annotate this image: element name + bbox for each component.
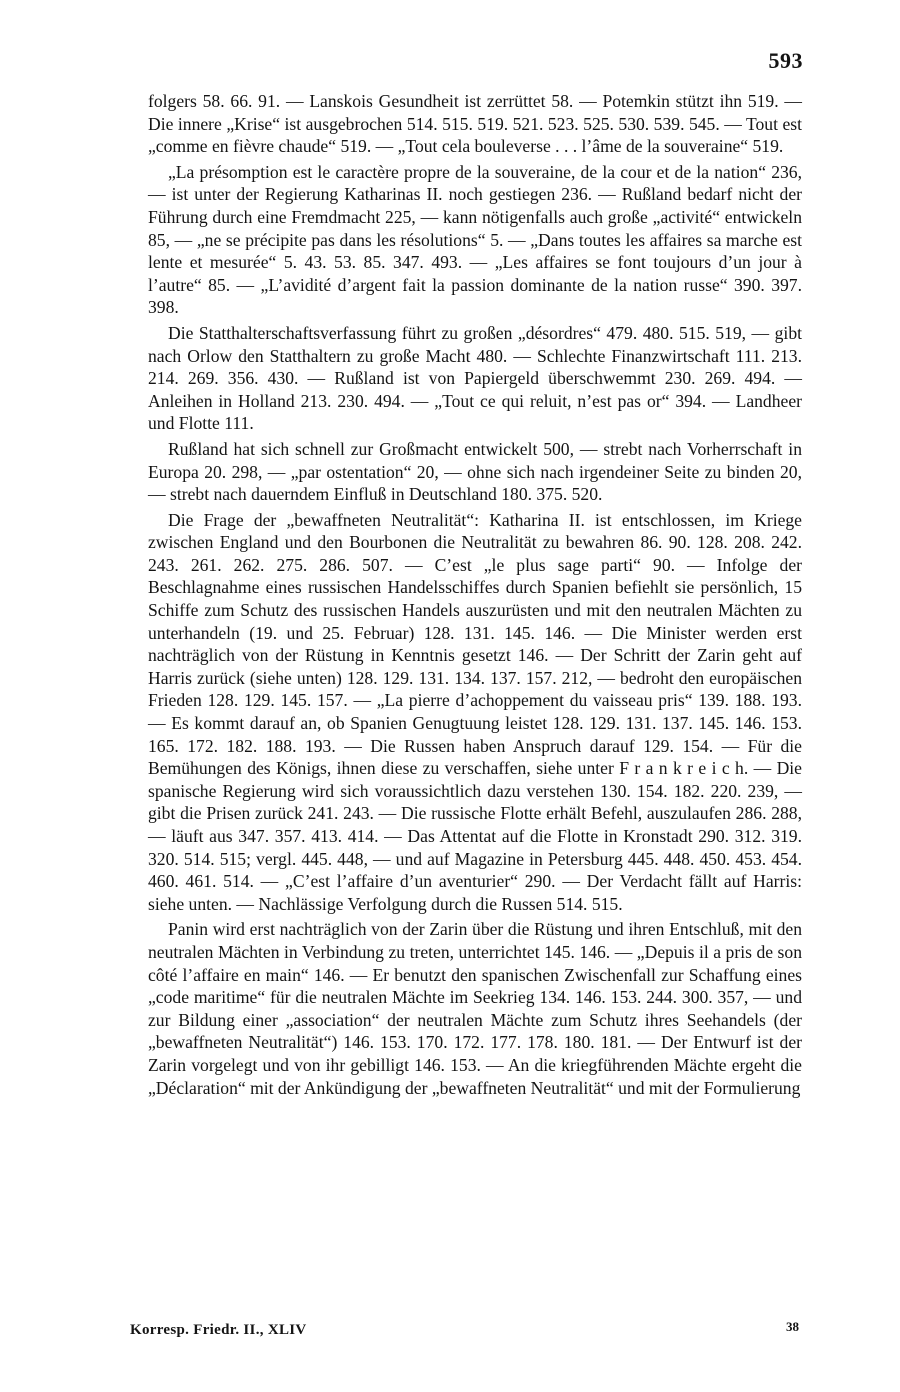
footer-signature: Korresp. Friedr. II., XLIV xyxy=(130,1322,307,1338)
page-number: 593 xyxy=(768,48,803,73)
paragraph-presomption: „La présomption est le caractère propre de la souveraine, de la cour et de la nation“ 236, — ist unter der Regierung Katharinas II. noch gestiegen 236. — Rußland bedarf nicht der Führung durch eine Fremdmacht 225, — kann nötigenfalls auch große „activité“ entwickeln 85, — „ne se précipite pas dans les résolutions“ 5. — „Dans toutes les affaires sa marche est lente et mesurée“ 5. 43. 53. 85. 347. 493. — „Les affaires se font toujours d’un jour à l’autre“ 85. — „L’avidité d’argent fait la passion dominante de la nation russe“ 390. 397. 398. xyxy=(148,161,802,318)
index-text-body xyxy=(148,90,802,1102)
paragraph-panin: Panin wird erst nachträglich von der Zarin über die Rüstung und ihren Entschluß, mit den neutralen Mächten in Verbindung zu treten, unterrichtet 145. 146. — „Depuis il a pris de son côté l’affaire en main“ 146. — Er benutzt den spanischen Zwischenfall zur Schaffung eines „code maritime“ für die neutralen Mächte im Seekrieg 134. 146. 153. 244. 300. 357, — und zur Bildung einer „association“ der neutralen Mächte zum Schutz ihres Seehandels (der „bewaffneten Neutralität“) 146. 153. 170. 172. 177. 178. 180. 181. — Der Entwurf ist der Zarin vorgelegt und von ihr gebilligt 146. 153. — An die kriegführenden Mächte ergeht die „Déclaration“ mit der Ankündigung der „bewaffneten Neutralität“ und mit der Formulierung xyxy=(148,919,802,1098)
footer-sheet-number: 38 xyxy=(786,1319,799,1334)
paragraph-continuation: folgers 58. 66. 91. — Lanskois Gesundheit ist zerrüttet 58. — Potemkin stützt ihn 519. — Die innere „Krise“ ist ausgebrochen 514. 515. 519. 521. 523. 525. 530. 539. 545. — Tout est „comme en fièvre chaude“ 519. — „Tout cela bouleverse . . . l’âme de la souveraine“ 519. xyxy=(148,91,802,157)
paragraph-grossmacht: Rußland hat sich schnell zur Großmacht entwickelt 500, — strebt nach Vorherrschaft in Europa 20. 298, — „par ostentation“ 20, — ohne sich nach irgendeiner Seite zu binden 20, — strebt nach dauerndem Einfluß in Deutschland 180. 375. 520. xyxy=(148,438,802,505)
paragraph-statthalterschaft: Die Statthalterschaftsverfassung führt zu großen „désordres“ 479. 480. 515. 519, — gibt nach Orlow den Statthaltern zu große Macht 480. — Schlechte Finanzwirtschaft 111. 213. 214. 269. 356. 430. — Rußland ist von Papiergeld überschwemmt 230. 269. 494. — Anleihen in Holland 213. 230. 494. — „Tout ce qui reluit, n’est pas or“ 394. — Landheer und Flotte 111. xyxy=(148,322,802,434)
paragraph-neutralitaet: Die Frage der „bewaffneten Neutralität“: Katharina II. ist entschlossen, im Kriege zwischen England und den Bourbonen die Neutralität zu bewahren 86. 90. 128. 208. 242. 243. 261. 262. 275. 286. 507. — C’est „le plus sage parti“ 90. — Infolge der Beschlagnahme eines russischen Handelsschiffes durch Spanien befiehlt sie persönlich, 15 Schiffe zum Schutz des russischen Handels auszurüsten und mit den neutralen Mächten zu unterhandeln (19. und 25. Februar) 128. 131. 145. 146. — Die Minister werden erst nachträglich von der Rüstung in Kenntnis gesetzt 146. — Der Schritt der Zarin geht auf Harris zurück (siehe unten) 128. 129. 131. 134. 137. 157. 212, — bedroht den europäischen Frieden 128. 129. 145. 157. — „La pierre d’achoppement du vaisseau pris“ 139. 188. 193. — Es kommt darauf an, ob Spanien Genugtuung leistet 128. 129. 131. 137. 145. 146. 153. 165. 172. 182. 188. 193. — Die Russen haben Anspruch darauf 129. 154. — Für die Bemühungen des Königs, ihnen diese zu verschaffen, siehe unter F r a n k r e i c h. — Die spanische Regierung wird sich voraussichtlich dazu verstehen 130. 154. 182. 220. 239, — gibt die Prisen zurück 241. 243. — Die russische Flotte erhält Befehl, auszulaufen 286. 288, — läuft aus 347. 357. 413. 414. — Das Attentat auf die Flotte in Kronstadt 290. 312. 319. 320. 514. 515; vergl. 445. 448, — und auf Magazine in Petersburg 445. 448. 450. 453. 454. 460. 461. 514. — „C’est l’affaire d’un aventurier“ 290. — Der Verdacht fällt auf Harris: siehe unten. — Nachlässige Verfolgung durch die Russen 514. 515. xyxy=(148,509,802,914)
